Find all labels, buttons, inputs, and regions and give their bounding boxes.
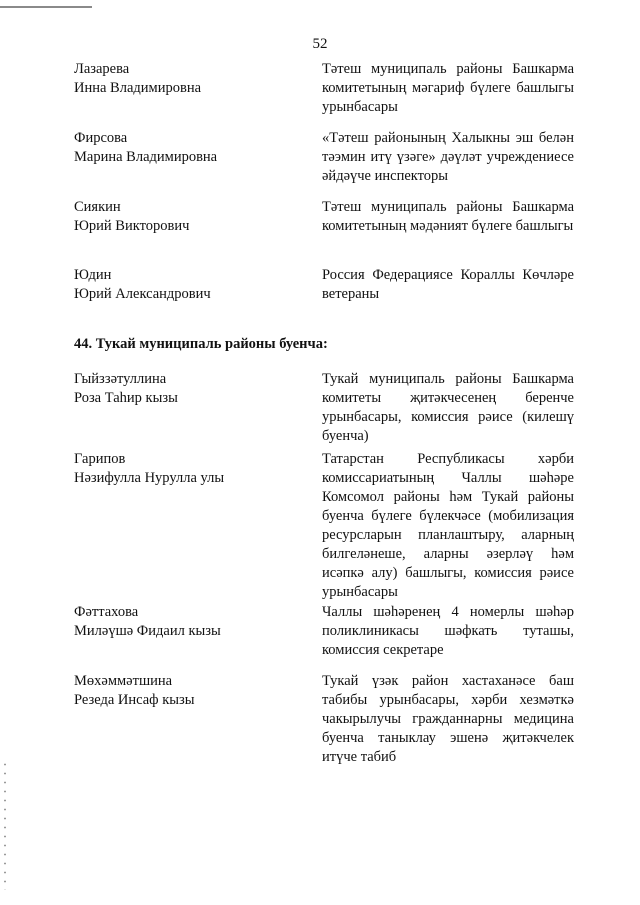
member-surname: Гарипов <box>74 451 126 467</box>
member-name <box>74 370 299 408</box>
member-surname: Юдин <box>74 267 112 283</box>
member-role: «Тәтеш районының Халыкны эш белән тәэмин итү үзәге» дәүләт учреждениесе әйдәүче инспекторы <box>322 130 574 184</box>
section-heading: 44. Тукай муниципаль районы буенча: <box>74 336 328 352</box>
member-role: Татарстан Республикасы хәрби комиссариатының Чаллы шәһәре Комсомол районы һәм Тукай районы буенча бүлеге бүлекчәсе (мобилизация ресурсларын планлаштыру, аларның билгеләнеше, аларны әзерләү һәм исәпкә алу) башлыгы, комиссия рәисе урынбасары <box>322 451 574 600</box>
member-role: Россия Федерациясе Кораллы Көчләре ветераны <box>322 267 574 302</box>
member-name <box>74 266 299 304</box>
member-given-name: Миләүшә Фидаил кызы <box>74 623 221 639</box>
member-given-name: Резеда Инсаф кызы <box>74 692 195 708</box>
member-name <box>74 129 299 167</box>
member-given-name: Юрий Александрович <box>74 286 211 302</box>
member-role: Тәтеш муниципаль районы Башкарма комитетының мәдәният бүлеге башлыгы <box>322 199 574 234</box>
member-surname: Фирсова <box>74 130 128 146</box>
member-given-name: Нәзифулла Нурулла улы <box>74 470 225 486</box>
member-name <box>74 450 299 488</box>
member-given-name: Юрий Викторович <box>74 218 190 234</box>
member-role: Тукай муниципаль районы Башкарма комитеты җитәкчесенең беренче урынбасары, комиссия рәисе (килешү буенча) <box>322 371 574 444</box>
margin-dots <box>4 760 6 890</box>
top-edge-rule <box>0 6 92 8</box>
member-surname: Сиякин <box>74 199 121 215</box>
member-given-name: Роза Таһир кызы <box>74 390 178 406</box>
member-role: Тәтеш муниципаль районы Башкарма комитетының мәгариф бүлеге башлыгы урынбасары <box>322 61 574 115</box>
member-name <box>74 672 299 710</box>
member-given-name: Марина Владимировна <box>74 149 218 165</box>
page-number: 52 <box>312 36 328 52</box>
member-name <box>74 603 299 641</box>
member-role: Чаллы шәһәренең 4 номерлы шәһәр поликлиникасы шәфкать туташы, комиссия секретаре <box>322 604 574 658</box>
member-role: Тукай үзәк район хастаханәсе баш табибы урынбасары, хәрби хезмәткә чакырылучы гражданнарны медицина буенча таныклау эшенә җитәкчелек итүче табиб <box>322 673 574 765</box>
member-name <box>74 60 299 98</box>
member-surname: Гыйззәтуллина <box>74 371 167 387</box>
member-surname: Мөхәммәтшина <box>74 673 173 689</box>
member-surname: Лазарева <box>74 61 130 77</box>
member-name <box>74 198 299 236</box>
member-given-name: Инна Владимировна <box>74 80 202 96</box>
member-surname: Фәттахова <box>74 604 139 620</box>
